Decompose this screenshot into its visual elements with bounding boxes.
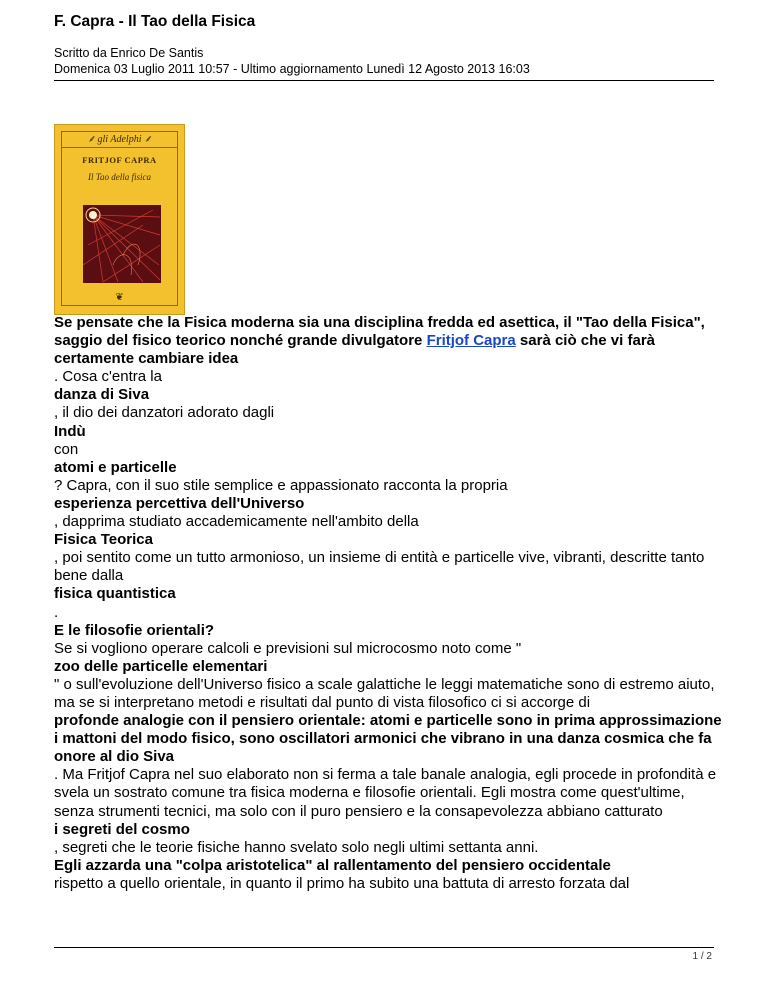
body-line: " o sull'evoluzione dell'Universo fisico a scale galattiche le leggi matematiche sono di estremo aiuto, ma se si interpretano metodi e risultati dal punto di vista filosofico ci si accorge di	[54, 675, 715, 711]
body-bold-line: atomi e particelle	[54, 458, 177, 476]
body-bold-line: zoo delle particelle elementari	[54, 657, 268, 675]
intro-text-2: sarà ciò che vi farà certamente cambiare idea	[54, 332, 655, 368]
body-line: , il dio dei danzatori adorato dagli	[54, 404, 275, 422]
body-bold-line: fisica quantistica	[54, 585, 176, 603]
article-body	[54, 314, 726, 893]
body-bold-line: Indù	[54, 422, 86, 440]
date-line: Domenica 03 Luglio 2011 10:57 - Ultimo aggiornamento Lunedì 12 Agosto 2013 16:03	[54, 62, 530, 76]
body-line: Se si vogliono operare calcoli e previsioni sul microcosmo noto come "	[54, 639, 522, 657]
cover-book-title: Il Tao della fisica	[88, 172, 151, 182]
body-line: . Ma Fritjof Capra nel suo elaborato non si ferma a tale banale analogia, egli procede in profondità e svela un sostrato comune tra fisica moderna e filosofie orientali. Egli mostra come quest'ultime, senza strumenti tecnici, ma solo con il puro pensiero e la consapevolezza abbiano catturato	[54, 766, 717, 820]
particle-tracks-graphic	[83, 205, 161, 283]
body-bold-line: danza di Siva	[54, 386, 150, 404]
body-line: con	[54, 440, 79, 458]
body-line: .	[54, 603, 59, 621]
header-divider	[54, 80, 714, 81]
publisher-emblem-icon: ❦	[115, 292, 124, 303]
cover-series-mark-left: ⸙	[87, 134, 95, 145]
body-line: , dapprima studiato accademicamente nell'ambito della	[54, 513, 419, 531]
page-title: F. Capra - Il Tao della Fisica	[54, 13, 256, 30]
body-line: . Cosa c'entra la	[54, 368, 162, 386]
author-line: Scritto da Enrico De Santis	[54, 46, 204, 60]
book-cover-image	[54, 124, 185, 315]
footer-divider	[54, 947, 714, 948]
body-bold-line: i segreti del cosmo	[54, 820, 190, 838]
cover-author: FRITJOF CAPRA	[82, 155, 157, 165]
body-line: rispetto a quello orientale, in quanto il primo ha subito una battuta di arresto forzata dal	[54, 874, 630, 892]
intro-text-1: Se pensate che la Fisica moderna sia una disciplina fredda ed asettica, il "Tao della Fisica", saggio del fisico teorico nonché grande divulgatore	[54, 314, 705, 350]
intro-paragraph	[54, 314, 726, 368]
fritjof-capra-link[interactable]: Fritjof Capra	[426, 332, 516, 350]
body-bold-line: Egli azzarda una "colpa aristotelica" al rallentamento del pensiero occidentale	[54, 856, 611, 874]
page-number: 1 / 2	[692, 951, 712, 962]
cover-series	[55, 131, 184, 145]
body-bold-line: E le filosofie orientali?	[54, 621, 215, 639]
cover-particle-image	[83, 205, 161, 283]
body-bold-line: Fisica Teorica	[54, 531, 153, 549]
body-line: , segreti che le teorie fisiche hanno svelato solo negli ultimi settanta anni.	[54, 838, 539, 856]
cover-rule	[61, 147, 178, 148]
cover-series-mark-right: ⸙	[143, 134, 152, 145]
body-bold-line: esperienza percettiva dell'Universo	[54, 494, 305, 512]
cover-series-label: gli Adelphi	[97, 134, 142, 145]
body-line: ? Capra, con il suo stile semplice e appassionato racconta la propria	[54, 476, 508, 494]
body-bold-line: profonde analogie con il pensiero orientale: atomi e particelle sono in prima approssimazione i mattoni del modo fisico, sono oscillatori armonici che vibrano in una danza cosmica che fa onore al dio Siva	[54, 712, 722, 766]
body-line: , poi sentito come un tutto armonioso, un insieme di entità e particelle vive, vibranti, descritte tanto bene dalla	[54, 549, 705, 585]
